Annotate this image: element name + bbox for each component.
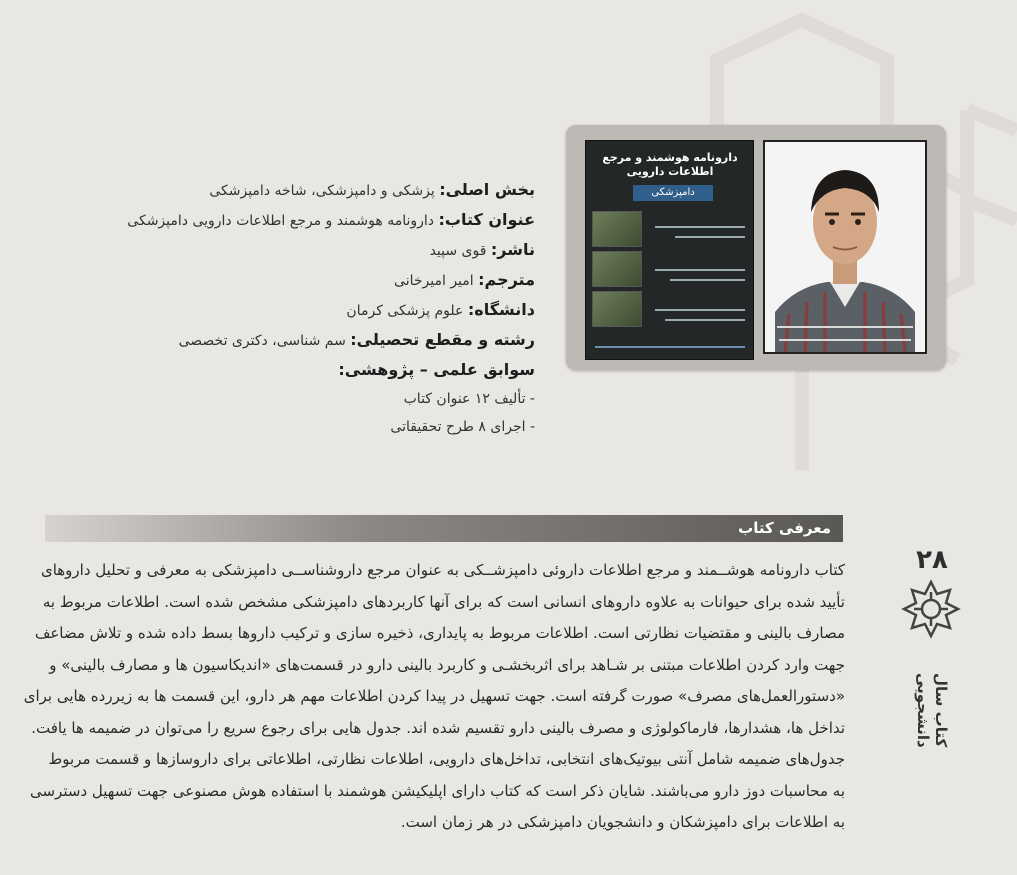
info-row-section: [115, 175, 535, 205]
description-line: به اطلاعات برای دامپزشکان و دانشجویان دامپزشکی در هر زمان است.: [400, 813, 845, 831]
author-portrait: [763, 140, 927, 354]
info-row-field: [115, 325, 535, 355]
book-description: [23, 555, 845, 839]
cover-footer-bar: [595, 346, 745, 348]
book-cover-subtitle: دامپزشکی: [633, 185, 713, 201]
info-row-translator: [115, 265, 535, 295]
info-label: سوابق علمی – پژوهشی:: [338, 360, 535, 379]
info-label: مترجم:: [478, 270, 535, 289]
info-value: سم شناسی، دکتری تخصصی: [178, 333, 346, 349]
author-info: [115, 175, 535, 441]
cover-text-line: [655, 309, 745, 311]
cover-photo-2: [592, 251, 642, 287]
description-line: به محاسبات دوز دارو می‌باشند. شایان ذکر است که کتاب دارای اپلیکیشن هوشمند با استفاده هوش مصنوعی جهت تسهیل دسترسی: [30, 781, 845, 800]
cover-text-line: [665, 319, 745, 321]
description-line: تأیید شده برای حیوانات به علاوه داروهای انسانی است که برای آنها کاربردهای دامپزشکی مشخص شده است. اطلاعات مربوط به: [42, 592, 845, 611]
info-label: ناشر:: [490, 240, 535, 259]
description-line: کتاب دارونامه هوشــمند و مرجع اطلاعات داروئی دامپزشــکی به عنوان مرجع داروشناســی دامپزشکی به معرفی و تحلیل داروهای: [40, 561, 845, 579]
portrait-drawing: [765, 142, 925, 352]
info-row-university: [115, 295, 535, 325]
cover-text-line: [670, 279, 745, 281]
record-item: - تألیف ۱۲ عنوان کتاب: [403, 391, 535, 407]
description-line: «دستورالعمل‌های مصرف» صورت گرفته است. جهت تسهیل در پیدا کردن اطلاعات مهم هر دارو، این قسمت ها به زیررده هایی برای: [23, 687, 845, 705]
section-title: معرفی کتاب: [738, 519, 831, 537]
record-item: - اجرای ۸ طرح تحقیقاتی: [390, 419, 535, 435]
rosette-ornament-icon: [900, 578, 962, 640]
page-number: ۲۸: [916, 545, 948, 575]
info-value: علوم پزشکی کرمان: [346, 303, 464, 319]
info-row-publisher: [115, 235, 535, 265]
info-row-book-title: [115, 205, 535, 235]
description-line: جدول‌های ضمیمه شامل آنتی بیوتیک‌های انتخابی، تداخل‌های دارویی، اطلاعات نظارتی، اطلاعاتی برای داروسازها و قسمت مربوط: [48, 750, 845, 768]
cover-text-line: [675, 236, 745, 238]
description-line: تداخل ها، هشدارها، فارماکولوژی و مصرف بالینی دارو تقسیم شده اند. جدول هایی برای رجوع سریع را می‌توان در ضمیمه ها یافت.: [31, 718, 845, 737]
book-cover-image: [585, 140, 754, 360]
section-header-bar: [45, 515, 843, 542]
cover-text-line: [655, 269, 745, 271]
info-value: امیر امیرخانی: [394, 273, 474, 289]
info-value: پزشکی و دامپزشکی، شاخه دامپزشکی: [209, 183, 435, 199]
info-label: بخش اصلی:: [439, 180, 535, 199]
info-value: دارونامه هوشمند و مرجع اطلاعات دارویی دامپزشکی: [127, 213, 435, 229]
cover-photo-1: [592, 211, 642, 247]
description-line: جهت وارد کردن اطلاعات مبتنی بر شـاهد برای اثربخشـی و کاربرد بالینی دارو در قسمت‌های «اندیکاسیون ها و مصارف بالینی» و: [49, 655, 845, 674]
book-cover-title: دارونامه هوشمند و مرجع اطلاعات دارویی: [602, 151, 738, 178]
info-label: عنوان کتاب:: [438, 210, 535, 229]
cover-text-line: [655, 226, 745, 228]
description-line: مصارف بالینی و مقتضیات نظارتی است. اطلاعات مربوط به پایداری، ذخیره سازی و ترکیب داروها بسط داده شده و تلاش مضاعف: [34, 624, 845, 642]
info-row-records: [115, 355, 535, 385]
cover-photo-3: [592, 291, 642, 327]
sidebar-publication-label: کتاب سال دانشجویی: [914, 672, 950, 748]
info-label: دانشگاه:: [467, 300, 535, 319]
info-value: قوی سپید: [429, 243, 487, 259]
info-label: رشته و مقطع تحصیلی:: [350, 330, 535, 349]
